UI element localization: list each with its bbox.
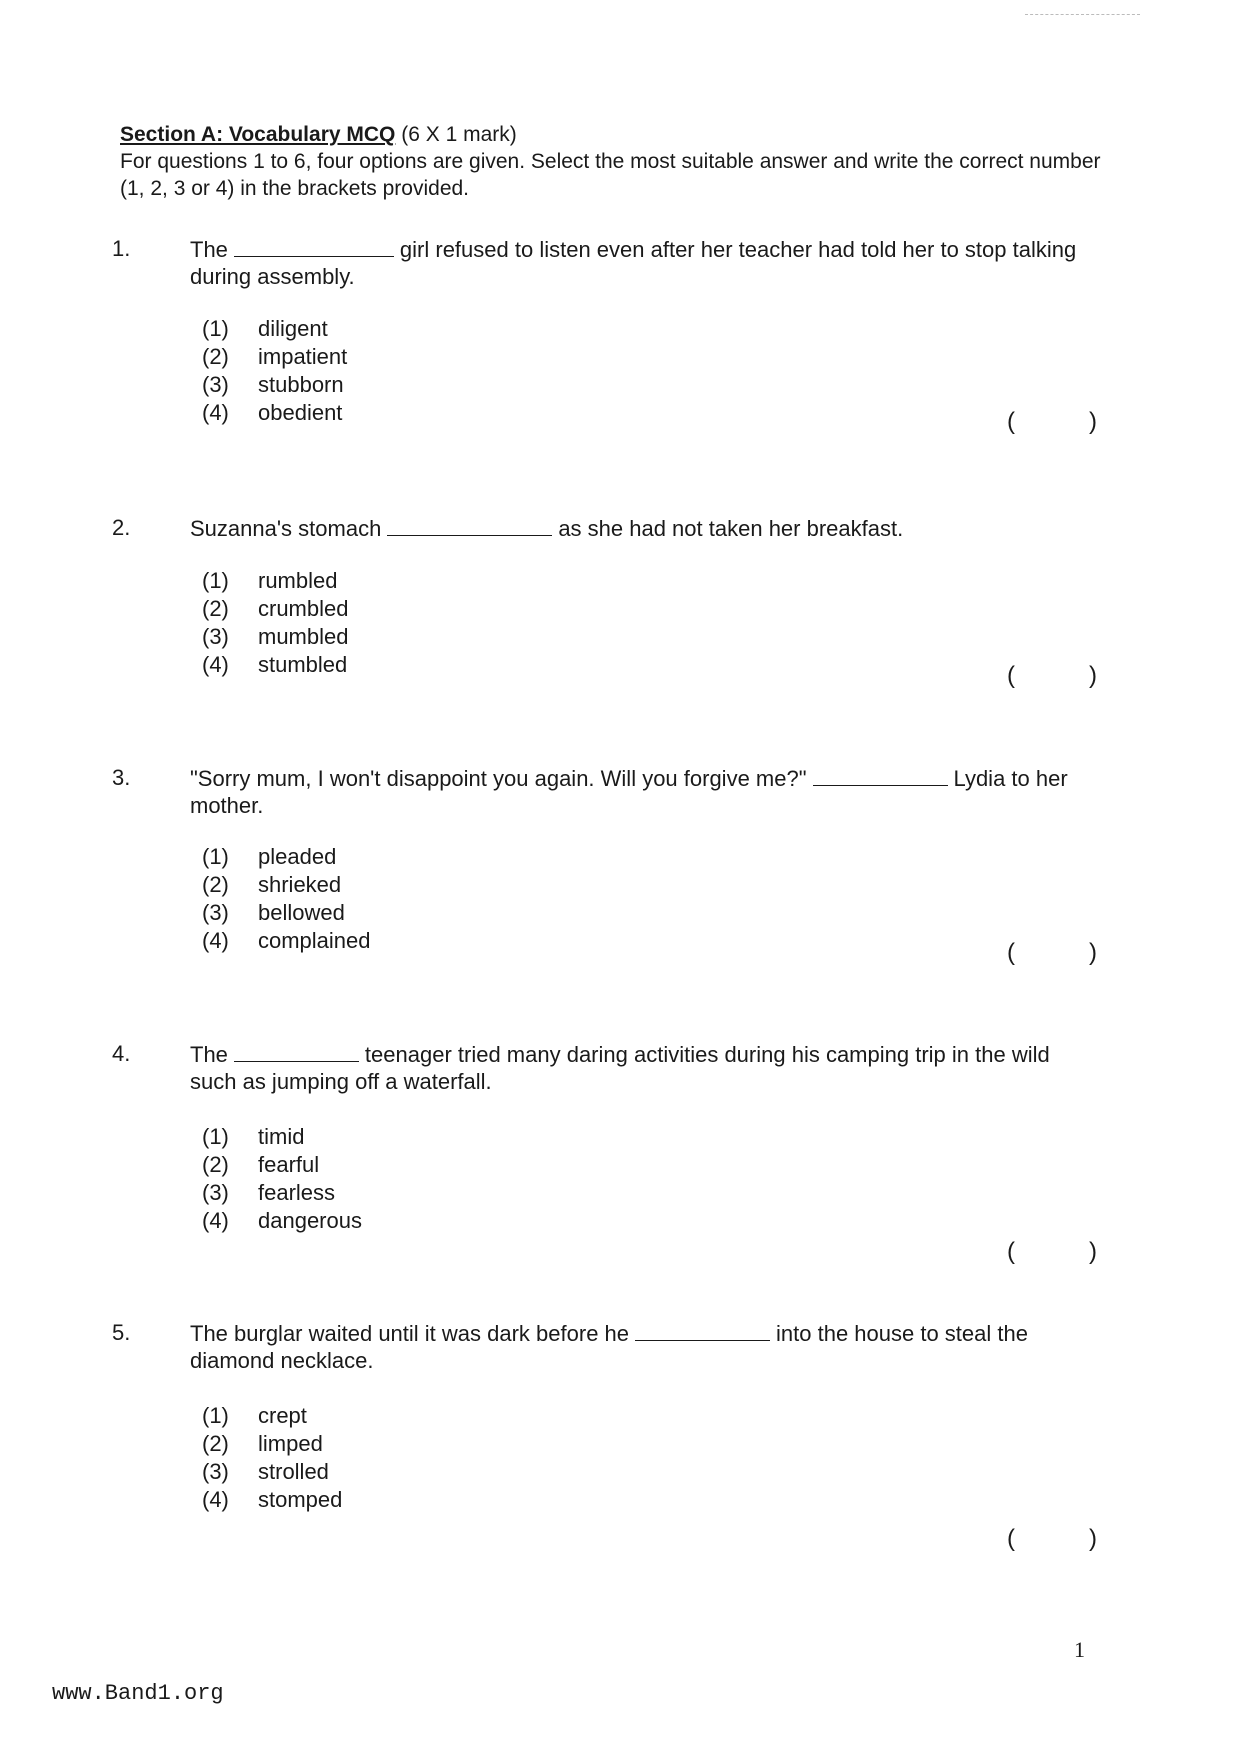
question-number: 4. bbox=[112, 1041, 131, 1066]
question-text bbox=[190, 1041, 1100, 1095]
question-number: 3. bbox=[112, 765, 131, 790]
question-text bbox=[190, 236, 1100, 290]
option-2: (2) impatient bbox=[202, 344, 348, 369]
option-1: (1) timid bbox=[202, 1124, 305, 1149]
question-text bbox=[190, 1320, 1100, 1374]
section-instructions: For questions 1 to 6, four options are given. Select the most suitable answer and write the correct number (1, 2, 3 or 4) in the brackets provided. bbox=[120, 150, 1101, 200]
answer-blank bbox=[635, 1322, 770, 1341]
option-1: (1) rumbled bbox=[202, 568, 338, 593]
option-2: (2) crumbled bbox=[202, 596, 349, 621]
question-text bbox=[190, 515, 1100, 542]
question-text-after: as she had not taken her breakfast. bbox=[558, 516, 904, 541]
question-number: 1. bbox=[112, 236, 131, 261]
option-4: (4) dangerous bbox=[202, 1208, 362, 1233]
answer-blank bbox=[234, 238, 394, 257]
section-header bbox=[120, 121, 1105, 202]
option-list bbox=[202, 567, 602, 679]
section-title: Section A: Vocabulary MCQ bbox=[120, 123, 396, 146]
option-2: (2) limped bbox=[202, 1431, 323, 1456]
section-marks: (6 X 1 mark) bbox=[401, 123, 517, 146]
option-4: (4) stumbled bbox=[202, 652, 348, 677]
option-2: (2) shrieked bbox=[202, 872, 342, 897]
option-4: (4) stomped bbox=[202, 1487, 343, 1512]
watermark: www.Band1.org bbox=[52, 1681, 224, 1706]
question-number: 5. bbox=[112, 1320, 131, 1345]
option-3: (3) fearless bbox=[202, 1180, 336, 1205]
option-3: (3) strolled bbox=[202, 1459, 329, 1484]
answer-brackets[interactable]: ( ) bbox=[1007, 939, 1097, 966]
option-4: (4) complained bbox=[202, 928, 371, 953]
scan-mark bbox=[1025, 14, 1140, 15]
option-list bbox=[202, 1123, 602, 1235]
option-1: (1) crept bbox=[202, 1403, 307, 1428]
option-4: (4) obedient bbox=[202, 400, 343, 425]
question-text-before: The bbox=[190, 237, 228, 262]
answer-brackets[interactable]: ( ) bbox=[1007, 1238, 1097, 1265]
option-2: (2) fearful bbox=[202, 1152, 320, 1177]
question-text-before: The burglar waited until it was dark before he bbox=[190, 1321, 630, 1346]
option-list bbox=[202, 843, 602, 955]
page-number: 1 bbox=[1074, 1637, 1085, 1662]
option-1: (1) diligent bbox=[202, 316, 328, 341]
question-text-before: The bbox=[190, 1042, 228, 1067]
answer-blank bbox=[234, 1043, 359, 1062]
answer-blank bbox=[387, 517, 552, 536]
option-3: (3) stubborn bbox=[202, 372, 344, 397]
option-1: (1) pleaded bbox=[202, 844, 337, 869]
question-text-after: into the house to steal the diamond necklace. bbox=[190, 1321, 1028, 1373]
answer-brackets[interactable]: ( ) bbox=[1007, 1525, 1097, 1552]
question-text bbox=[190, 765, 1100, 819]
option-3: (3) mumbled bbox=[202, 624, 349, 649]
option-list bbox=[202, 315, 602, 427]
option-3: (3) bellowed bbox=[202, 900, 345, 925]
question-text-before: Suzanna's stomach bbox=[190, 516, 382, 541]
option-list bbox=[202, 1402, 602, 1514]
answer-brackets[interactable]: ( ) bbox=[1007, 408, 1097, 435]
answer-blank bbox=[813, 767, 948, 786]
question-text-after: girl refused to listen even after her teacher had told her to stop talking during assembly. bbox=[190, 237, 1077, 289]
question-text-after: teenager tried many daring activities during his camping trip in the wild such as jumping off a waterfall. bbox=[190, 1042, 1050, 1094]
question-text-after: Lydia to her mother. bbox=[190, 766, 1068, 818]
answer-brackets[interactable]: ( ) bbox=[1007, 662, 1097, 689]
question-number: 2. bbox=[112, 515, 131, 540]
question-text-before: "Sorry mum, I won't disappoint you again. Will you forgive me?" bbox=[190, 766, 807, 791]
